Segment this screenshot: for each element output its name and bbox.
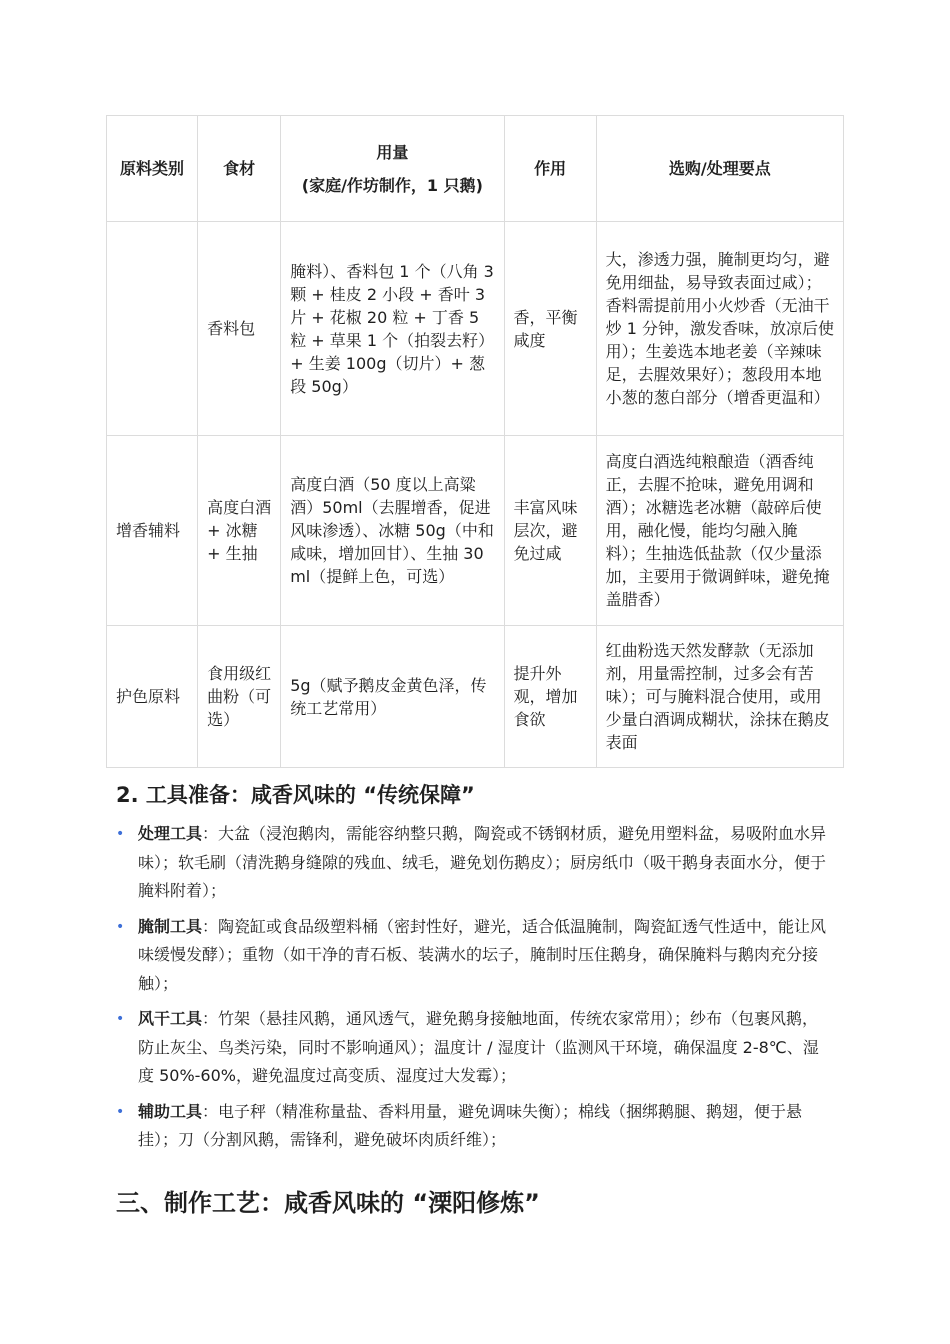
cell-effect: 丰富风味层次，避免过咸 xyxy=(504,436,596,626)
tool-category-label: 风干工具 xyxy=(138,1009,203,1028)
table-row xyxy=(107,436,844,626)
tool-description: ：竹架（悬挂风鹅，通风透气，避免鹅身接触地面，传统农家常用）；纱布（包裹风鹅，防止灰尘、鸟类污染，同时不影响通风）；温度计 / 湿度计（监测风干环境，确保温度 2-8℃、湿度 50%-60%，避免温度过高变质、湿度过大发霉）； xyxy=(138,1009,819,1085)
header-category: 原料类别 xyxy=(107,116,198,222)
cell-effect: 香，平衡咸度 xyxy=(504,222,596,436)
bullet-icon: • xyxy=(116,1103,125,1120)
cell-category: 增香辅料 xyxy=(107,436,198,626)
header-amount-title: 用量 xyxy=(376,142,409,162)
header-effect: 作用 xyxy=(504,116,596,222)
process-section-heading: 三、制作工艺：咸香风味的 “溧阳修炼” xyxy=(116,1189,540,1217)
cell-amount: 5g（赋予鹅皮金黄色泽，传统工艺常用） xyxy=(281,626,504,768)
list-item xyxy=(116,820,828,906)
tools-section-heading: 2. 工具准备：咸香风味的 “传统保障” xyxy=(116,783,475,807)
tool-description: ：陶瓷缸或食品级塑料桶（密封性好，避光，适合低温腌制，陶瓷缸透气性适中，能让风味缓慢发酵）；重物（如干净的青石板、装满水的坛子，腌制时压住鹅身，确保腌料与鹅肉充分接触）； xyxy=(138,916,827,993)
list-item xyxy=(116,1005,828,1091)
header-amount-subtitle: (家庭/作坊制作，1 只鹅) xyxy=(301,175,483,195)
table-row xyxy=(107,626,844,768)
cell-ingredient: 香料包 xyxy=(198,222,281,436)
document-page xyxy=(106,115,844,1217)
header-amount xyxy=(281,116,504,222)
list-item xyxy=(116,913,828,999)
tool-description: ：大盆（浸泡鹅肉，需能容纳整只鹅，陶瓷或不锈钢材质，避免用塑料盆，易吸附血水异味）；软毛刷（清洗鹅身缝隙的残血、绒毛，避免划伤鹅皮）；厨房纸巾（吸干鹅身表面水分，便于腌料附着）； xyxy=(138,824,827,900)
cell-tips: 高度白酒选纯粮酿造（酒香纯正，去腥不抢味，避免用调和酒）；冰糖选老冰糖（敲碎后使用，融化慢，能均匀融入腌料）；生抽选低盐款（仅少量添加，主要用于微调鲜味，避免掩盖腊香） xyxy=(596,436,843,626)
cell-category xyxy=(107,222,198,436)
tool-category-label: 辅助工具 xyxy=(138,1101,203,1121)
cell-ingredient: 食用级红曲粉（可选） xyxy=(198,626,281,768)
cell-category: 护色原料 xyxy=(107,626,198,768)
cell-amount: 腌料）、香料包 1 个（八角 3 颗 + 桂皮 2 小段 + 香叶 3 片 + 花椒 20 粒 + 丁香 5 粒 + 草果 1 个（拍裂去籽）+ 生姜 100g（切片）+ 葱段 50g） xyxy=(281,222,504,436)
cell-effect: 提升外观，增加食欲 xyxy=(504,626,596,768)
cell-tips: 红曲粉选天然发酵款（无添加剂，用量需控制，过多会有苦味）；可与腌料混合使用，或用少量白酒调成糊状，涂抹在鹅皮表面 xyxy=(596,626,843,768)
tool-category-label: 腌制工具 xyxy=(138,916,203,936)
list-item xyxy=(116,1098,828,1155)
table-row xyxy=(107,222,844,436)
cell-tips: 大，渗透力强，腌制更均匀，避免用细盐，易导致表面过咸）；香料需提前用小火炒香（无油干炒 1 分钟，激发香味，放凉后使用）；生姜选本地老姜（辛辣味足，去腥效果好）；葱段用本地小葱的葱白部分（增香更温和） xyxy=(596,222,843,436)
cell-amount: 高度白酒（50 度以上高粱酒）50ml（去腥增香，促进风味渗透）、冰糖 50g（中和咸味，增加回甘）、生抽 30ml（提鲜上色，可选） xyxy=(281,436,504,626)
tool-description: ：电子秤（精准称量盐、香料用量，避免调味失衡）；棉线（捆绑鹅腿、鹅翅，便于悬挂）；刀（分割风鹅，需锋利，避免破坏肉质纤维）； xyxy=(138,1101,803,1149)
table-header-row xyxy=(107,116,844,222)
tool-category-label: 处理工具 xyxy=(138,824,203,843)
header-tips: 选购/处理要点 xyxy=(596,116,843,222)
header-ingredient: 食材 xyxy=(198,116,281,222)
cell-ingredient: 高度白酒 + 冰糖 + 生抽 xyxy=(198,436,281,626)
ingredients-table xyxy=(106,115,844,768)
tools-list xyxy=(116,820,828,1162)
bullet-icon: • xyxy=(116,1011,125,1027)
bullet-icon: • xyxy=(116,826,125,842)
bullet-icon: • xyxy=(116,918,125,935)
